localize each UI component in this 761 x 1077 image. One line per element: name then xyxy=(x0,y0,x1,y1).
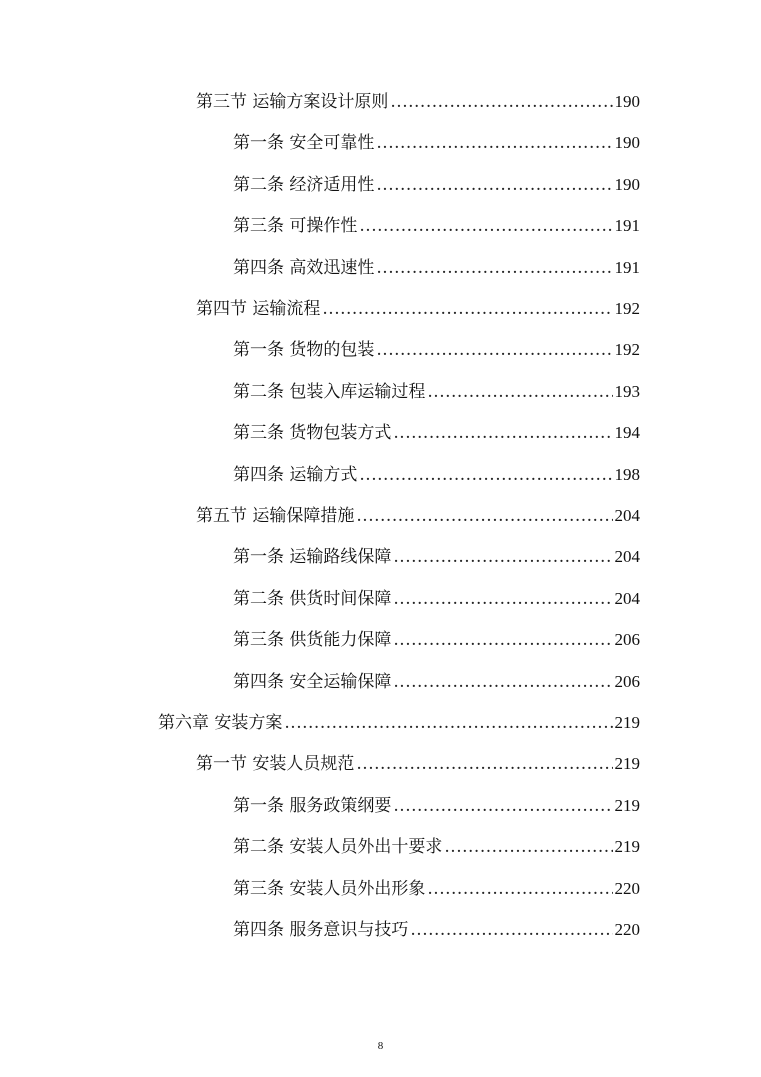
toc-entry-page: 190 xyxy=(614,133,640,152)
toc-entry[interactable] xyxy=(196,88,640,116)
toc-entry[interactable] xyxy=(233,212,640,240)
toc-entry[interactable] xyxy=(233,543,640,571)
toc-entry-title: 第三条 供货能力保障 xyxy=(233,630,392,650)
toc-entry[interactable] xyxy=(233,461,640,489)
toc-entry-page: 190 xyxy=(614,175,640,194)
toc-dot-leader xyxy=(284,709,612,737)
toc-entry-page: 220 xyxy=(614,879,640,898)
toc-dot-leader xyxy=(356,502,612,530)
toc-dot-leader xyxy=(393,668,612,696)
toc-dot-leader xyxy=(322,295,612,323)
toc-entry-title: 第三条 安装人员外出形象 xyxy=(233,879,426,899)
toc-entry[interactable] xyxy=(233,916,640,944)
toc-dot-leader xyxy=(376,171,612,199)
toc-entry-title: 第六章 安装方案 xyxy=(158,713,283,733)
toc-entry-title: 第四条 安全运输保障 xyxy=(233,672,392,692)
toc-dot-leader xyxy=(359,212,612,240)
toc-entry[interactable] xyxy=(233,378,640,406)
toc-entry-title: 第三条 货物包装方式 xyxy=(233,423,392,443)
toc-entry-page: 204 xyxy=(614,547,640,566)
toc-entry-page: 198 xyxy=(614,465,640,484)
toc-entry[interactable] xyxy=(233,668,640,696)
toc-entry-page: 193 xyxy=(614,382,640,401)
toc-entry[interactable] xyxy=(233,626,640,654)
toc-entry-title: 第三节 运输方案设计原则 xyxy=(196,92,389,112)
toc-dot-leader xyxy=(410,916,612,944)
toc-dot-leader xyxy=(390,88,612,116)
toc-entry[interactable] xyxy=(233,585,640,613)
toc-dot-leader xyxy=(444,833,612,861)
toc-dot-leader xyxy=(427,378,612,406)
toc-entry-title: 第二条 安装人员外出十要求 xyxy=(233,837,443,857)
toc-entry[interactable] xyxy=(233,419,640,447)
toc-entry-title: 第一条 服务政策纲要 xyxy=(233,796,392,816)
toc-dot-leader xyxy=(376,336,612,364)
toc-entry-page: 191 xyxy=(614,216,640,235)
toc-dot-leader xyxy=(359,461,612,489)
toc-entry-page: 190 xyxy=(614,92,640,111)
toc-entry-title: 第二条 供货时间保障 xyxy=(233,589,392,609)
toc-dot-leader xyxy=(356,750,612,778)
toc-entry-title: 第四条 服务意识与技巧 xyxy=(233,920,409,940)
toc-entry[interactable] xyxy=(233,792,640,820)
toc-entry[interactable] xyxy=(233,129,640,157)
toc-entry-page: 204 xyxy=(614,589,640,608)
toc-entry-page: 219 xyxy=(614,754,640,773)
toc-entry-page: 194 xyxy=(614,423,640,442)
toc-entry[interactable] xyxy=(196,502,640,530)
toc-entry-title: 第一条 安全可靠性 xyxy=(233,133,375,153)
toc-entry-page: 219 xyxy=(614,796,640,815)
toc-dot-leader xyxy=(376,129,612,157)
toc-entry-title: 第一节 安装人员规范 xyxy=(196,754,355,774)
toc-entry[interactable] xyxy=(233,254,640,282)
toc-entry-title: 第一条 货物的包装 xyxy=(233,340,375,360)
toc-dot-leader xyxy=(427,875,612,903)
toc-entry-page: 219 xyxy=(614,713,640,732)
toc-entry-page: 192 xyxy=(614,340,640,359)
toc-dot-leader xyxy=(393,792,612,820)
toc-entry-title: 第四条 高效迅速性 xyxy=(233,258,375,278)
toc-entry[interactable] xyxy=(233,833,640,861)
toc-entry[interactable] xyxy=(233,171,640,199)
toc-dot-leader xyxy=(393,543,612,571)
toc-entry-page: 191 xyxy=(614,258,640,277)
toc-entry-page: 206 xyxy=(614,672,640,691)
page-number: 8 xyxy=(377,1040,384,1052)
toc-entry-title: 第四条 运输方式 xyxy=(233,465,358,485)
toc-entry-page: 206 xyxy=(614,630,640,649)
toc-dot-leader xyxy=(393,585,612,613)
toc-dot-leader xyxy=(393,626,612,654)
toc-entry-title: 第五节 运输保障措施 xyxy=(196,506,355,526)
toc-dot-leader xyxy=(393,419,612,447)
toc-entry[interactable] xyxy=(196,750,640,778)
toc-entry-title: 第四节 运输流程 xyxy=(196,299,321,319)
toc-entry[interactable] xyxy=(196,295,640,323)
toc-entry-title: 第二条 经济适用性 xyxy=(233,175,375,195)
toc-entry-page: 220 xyxy=(614,920,640,939)
toc-entry-page: 192 xyxy=(614,299,640,318)
toc-entry[interactable] xyxy=(233,336,640,364)
toc-entry-title: 第二条 包装入库运输过程 xyxy=(233,382,426,402)
toc-entry-title: 第一条 运输路线保障 xyxy=(233,547,392,567)
toc-entry-page: 219 xyxy=(614,837,640,856)
toc-dot-leader xyxy=(376,254,612,282)
toc-entry[interactable] xyxy=(158,709,640,737)
toc-entry-title: 第三条 可操作性 xyxy=(233,216,358,236)
toc-entry[interactable] xyxy=(233,875,640,903)
toc-entry-page: 204 xyxy=(614,506,640,525)
